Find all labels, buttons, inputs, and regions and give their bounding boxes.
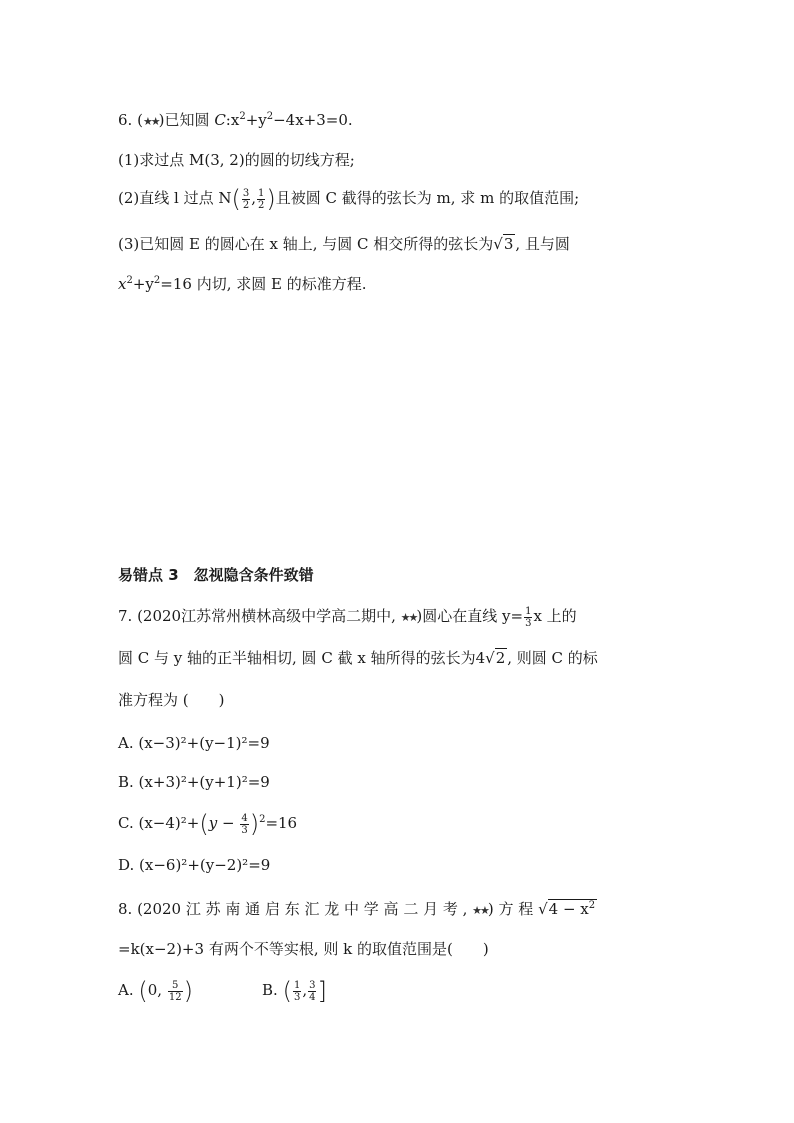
q8-option-a: A. (0, $\frac{5}{12}$ ) [118,977,193,1005]
sqrt-symbol: $√4 - x^2$ [538,900,596,918]
q7-stem: 7. (2020江苏常州横林高级中学高二期中, ★★)圆心在直线 y= $\frac{1}{3}$ x 上的 [118,605,577,629]
q7-stem-line3: 准方程为 ( ) [118,691,225,709]
q7-option-d: D. (x−6)²+(y−2)²=9 [118,856,271,874]
fraction: $\frac{3}{4}$ [309,979,316,1003]
sqrt-symbol: √3 [493,235,514,253]
q6-stem: 6. (★★)已知圆 $C:x^2+y^2-4x+3=0$. [118,111,353,129]
q7-option-a: A. (x−3)²+(y−1)²=9 [118,734,270,752]
fraction: $\frac{1}{2}$ [258,187,265,211]
q6-number: 6. [118,111,133,129]
q7-option-b: B. (x+3)²+(y+1)²=9 [118,773,270,791]
fraction: $\frac{1}{3}$ [525,605,532,629]
q7-option-c: C. (x−4)²+(y − $\frac{4}{3}$ )$^2$=16 [118,810,298,838]
difficulty-stars-icon: ★★ [472,904,488,917]
fraction: $\frac{4}{3}$ [241,812,248,836]
difficulty-stars-icon: ★★ [400,611,417,624]
q8-stem-line2: =k(x−2)+3 有两个不等实根, 则 k 的取值范围是( ) [118,940,489,958]
section-heading: 易错点 3 忽视隐含条件致错 [118,566,314,584]
fraction: $\frac{5}{12}$ [168,979,182,1003]
sqrt-symbol: √2 [485,649,506,667]
fraction: $\frac{3}{2}$ [242,187,250,211]
q6-part1: (1)求过点 M(3, 2)的圆的切线方程; [118,151,355,169]
q6-part3: (3)已知圆 E 的圆心在 x 轴上, 与圆 C 相交所得的弦长为√3 , 且与圆 [118,232,570,256]
q8-stem: 8. (2020 江 苏 南 通 启 东 汇 龙 中 学 高 二 月 考 , ★★) 方 程 $√4 - x^2$ [118,897,597,923]
q6-part2: (2)直线 l 过点 N( $\frac{3}{2}$ , $\frac{1}{2}$ )且被圆 C 截得的弦长为 m, 求 m 的取值范围; [118,185,580,213]
q7-stem-line2: 圆 C 与 y 轴的正半轴相切, 圆 C 截 x 轴所得的弦长为4√2 , 则圆 C 的标 [118,646,598,670]
fraction: $\frac{1}{3}$ [293,979,301,1003]
q8-option-b: B. ( $\frac{1}{3}$ , $\frac{3}{4}$ ] [262,977,327,1005]
difficulty-stars-icon: ★★ [142,115,159,128]
q6-part3-cont: $x^2+y^2=16$ 内切, 求圆 E 的标准方程. [118,275,367,293]
